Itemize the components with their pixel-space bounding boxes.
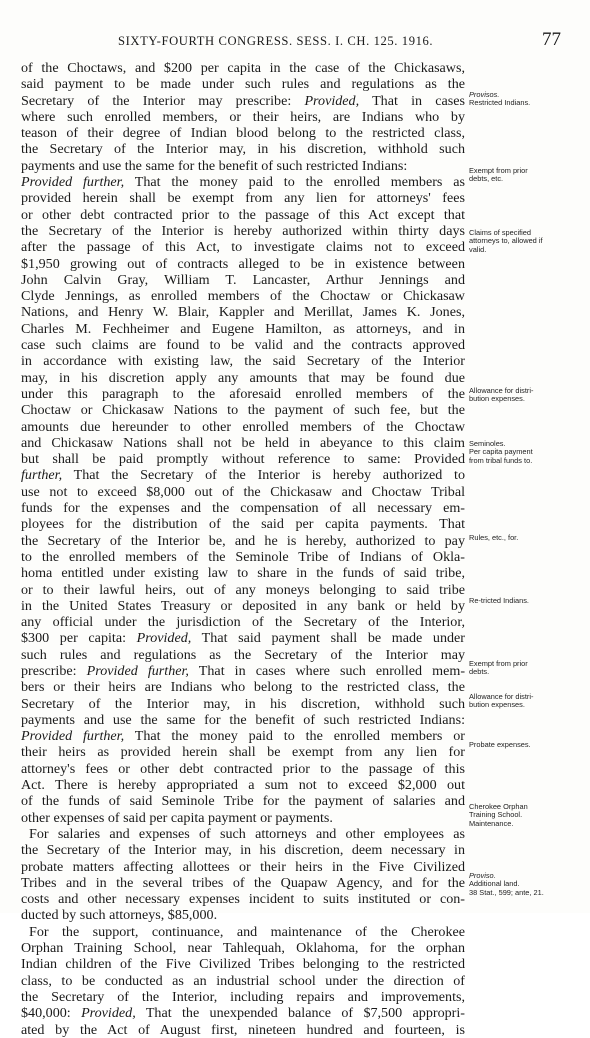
margin-note-line: 38 Stat., 599; ante, 21. [469,887,544,897]
body-line: ducted by such attorneys, $85,000. [21,907,218,924]
body-line: costs and other necessary expenses incident to suits instituted or con- [21,891,465,908]
margin-note-line: Claims of specified [469,228,532,237]
running-title: SIXTY-FOURTH CONGRESS. SESS. I. CH. 125. 1916. [118,34,434,48]
body-line: said payment to be made under such rules and regulations as the [21,76,465,93]
body-line: $300 per capita: Provided, That said payment shall be made under [21,630,465,647]
body-line: where such enrolled members, or their heirs, are Indians who by [21,108,465,125]
body-line: but shall be paid promptly without reference to same: Provided [21,451,465,468]
margin-note-line: Proviso. [469,871,496,880]
body-line: of the Choctaws, and $200 per capita in the case of the Chickasaws, [21,60,465,76]
body-line: the Secretary of the Interior be, and he is hereby, authorized to pay [21,532,465,549]
margin-note-line: Allowance for distri- [469,692,534,701]
body-line: bers or their heirs are Indians who belong to the restricted class, the [21,679,465,696]
margin-note-line: Restricted Indians. [469,98,531,108]
margin-note-line: debts, etc. [469,174,504,184]
body-line: Clyde Jennings, as enrolled members of the Choctaw or Chickasaw [21,288,465,305]
body-line: teason of their degree of Indian blood belong to the restricted class, [21,125,465,142]
body-line: Choctaw or Chickasaw Nations to the payment of such fee, but the [21,402,465,419]
body-line: attorney's fees or other debt contracted prior to the passage of this [21,760,465,777]
margin-note [469,872,587,897]
body-line: or other debt contracted prior to the passage of this Act except that [21,206,465,223]
body-line: the Secretary of the Interior may, in his discretion, withhold such [21,141,465,158]
body-line: John Calvin Gray, William T. Lancaster, Arthur Jennings and [21,271,465,288]
body-line: payments and use the same for the benefit of such restricted Indians: [21,711,465,728]
margin-note-line: Exempt from prior [469,166,528,175]
margin-note-line: Additional land. [469,879,520,889]
body-line: in accordance with existing law, the said Secretary of the Interior [21,353,465,370]
margin-note [469,597,587,605]
body-line: prescribe: Provided further, That in cases where such enrolled mem- [21,662,465,679]
margin-note-line: attorneys to, allowed if [469,236,543,246]
body-line: amounts due hereunder to other enrolled members of the Choctaw [21,418,465,435]
margin-note-line: Exempt from prior [469,659,528,668]
body-line: Tribes and in the several tribes of the Quapaw Agency, and for the [21,874,465,891]
body-line: and Chickasaw Nations shall not be held in abeyance to this claim [21,434,465,451]
body-line: to the enrolled members of the Seminole Tribe of Indians of Okla- [21,548,465,565]
body-line: of the funds of said Seminole Tribe for the payment of salaries and [21,793,465,810]
body-line: homa entitled under existing law to share in the funds of said tribe, [21,565,465,582]
body-line: Provided further, That the money paid to the enrolled members as [21,174,465,191]
body-line: any official under the jurisdiction of the Secretary of the Interior, [21,614,465,631]
margin-note-line: Per capita payment [469,447,533,457]
body-line: in the United States Treasury or deposited in any bank or held by [21,597,465,614]
margin-note [469,534,587,542]
body-line: ated by the Act of August first, nineteen hundred and fourteen, is [21,1021,465,1038]
body-line: ployees for the distribution of the said per capita payments. That [21,516,465,533]
body-line: Act. There is hereby appropriated a sum not to exceed $2,000 out [21,777,465,794]
margin-note-line: debts. [469,667,490,677]
body-line: Nations, and Henry W. Blair, Kappler and Merillat, James K. Jones, [21,304,465,321]
body-line: under this paragraph to the aforesaid enrolled members of the [21,385,465,402]
body-line: Provided further, That the money paid to the enrolled members or [21,728,465,745]
margin-note-line: Provisos. [469,90,500,99]
margin-note-line: Cherokee Orphan [469,802,528,811]
body-line: the Secretary of the Interior is hereby authorized within thirty days [21,222,465,239]
margin-note-line: Training School. [469,810,523,820]
body-line: Charles M. Fechheimer and Eugene Hamilton, as attorneys, and in [21,320,465,337]
margin-note [469,660,587,677]
margin-note [469,91,587,108]
body-line: further, That the Secretary of the Interior is hereby authorized to [21,467,465,484]
margin-note-line: Allowance for distri- [469,386,534,395]
running-header [0,29,590,52]
margin-note-line: bution expenses. [469,700,525,710]
margin-note-line: valid. [469,244,487,254]
body-line: probate matters affecting allottees or their heirs in the Five Civilized [21,858,465,875]
margin-note-line: Seminoles. [469,439,506,448]
body-line: the Secretary of the Interior, including repairs and improvements, [21,988,465,1005]
margin-note [469,741,587,749]
margin-note [469,440,587,465]
margin-note [469,693,587,710]
body-line: Orphan Training School, near Tahlequah, Oklahoma, for the orphan [21,940,465,957]
body-line: provided herein shall be exempt from any lien for attorneys' fees [21,190,465,207]
body-line: such rules and regulations as the Secretary of the Interior may [21,646,465,663]
margin-note-line: Re-tricted Indians. [469,596,529,605]
body-line: other expenses of said per capita payment or payments. [21,809,333,826]
page-number: 77 [542,29,561,50]
margin-note [469,167,587,184]
body-line: case such claims are found to be valid and the contracts approved [21,337,465,354]
body-line: $1,950 growing out of contracts alleged to be in existence between [21,255,465,272]
margin-note-line: Rules, etc., for. [469,533,519,542]
margin-note [469,229,587,254]
body-line: Secretary of the Interior may prescribe: Provided, That in cases [21,92,465,109]
body-line: their heirs as provided herein shall be exempt from any lien for [21,744,465,761]
body-line: For the support, continuance, and maintenance of the Cherokee [29,923,465,940]
body-text [21,60,465,1038]
body-line: payments and use the same for the benefit of such restricted Indians: [21,157,408,174]
body-line: the Secretary of the Interior may, in his discretion, deem necessary in [21,842,465,859]
margin-note-line: Probate expenses. [469,740,531,749]
margin-note-line: Maintenance. [469,818,514,828]
body-line: Secretary of the Interior may, in his discretion, withhold such [21,695,465,712]
margin-note-line: bution expenses. [469,394,525,404]
body-line: For salaries and expenses of such attorneys and other employees as [29,825,465,842]
body-line: class, to be conducted as an industrial school under the direction of [21,972,465,989]
body-line: after the passage of this Act, to investigate claims not to exceed [21,239,465,256]
margin-note [469,803,587,828]
margin-note-line: from tribal funds to. [469,455,533,465]
body-line: $40,000: Provided, That the unexpended balance of $7,500 appropri- [21,1005,465,1022]
body-line: funds for the expenses and the compensation of all necessary em- [21,500,465,517]
body-line: use not to exceed $8,000 out of the Chickasaw and Choctaw Tribal [21,483,465,500]
body-line: may, in his discretion apply any amounts that may be found due [21,369,465,386]
body-line: or to their lawful heirs, out of any moneys belonging to said tribe [21,581,465,598]
body-line: Indian children of the Five Civilized Tribes belonging to the restricted [21,956,465,973]
margin-note [469,387,587,404]
